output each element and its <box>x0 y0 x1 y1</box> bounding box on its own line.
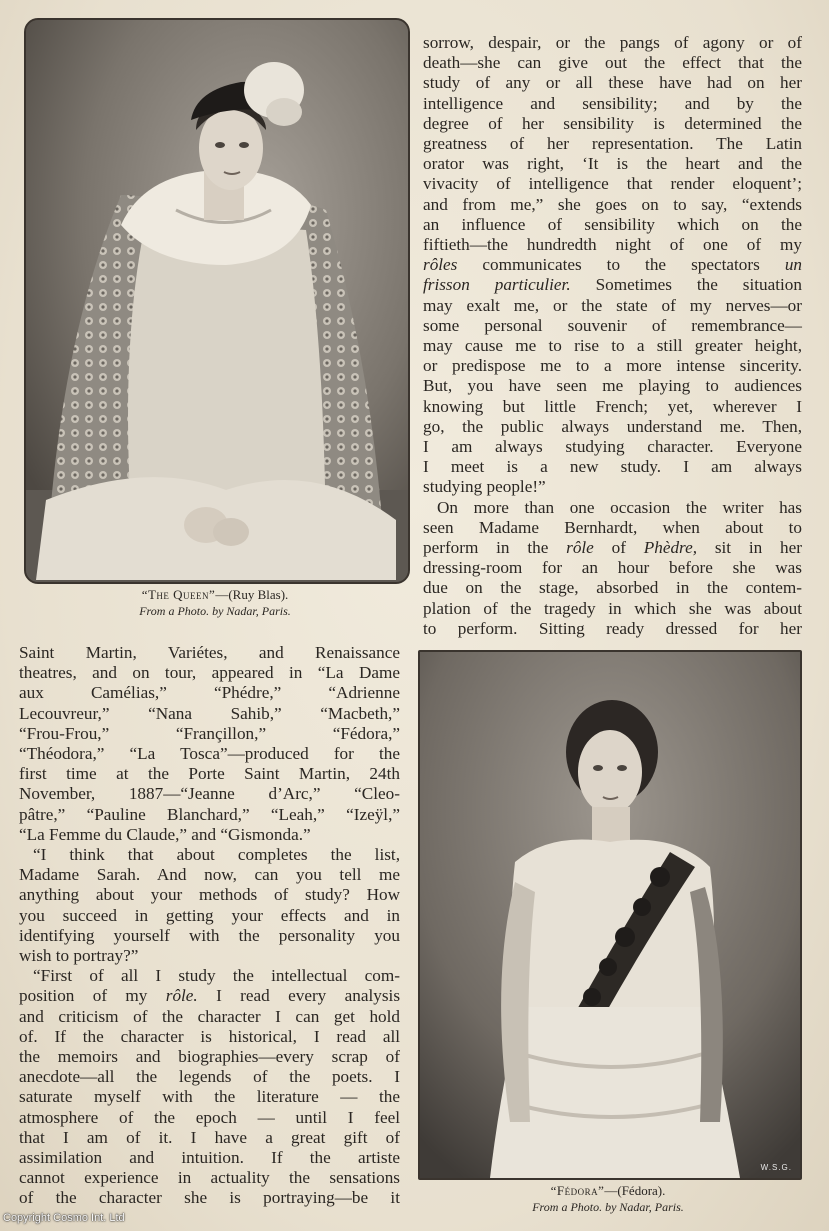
text-segment: intelligence and sensibility; and by the <box>423 93 802 113</box>
text-line <box>19 885 400 905</box>
text-line <box>423 356 802 376</box>
text-line <box>423 578 802 598</box>
text-segment: wish to portray?” <box>19 946 139 966</box>
text-segment: On more than one occasion the writer has <box>437 497 802 517</box>
text-line <box>423 417 802 437</box>
text-segment: saturate myself with the literature — the <box>19 1087 400 1107</box>
caption-title <box>24 586 406 603</box>
text-line <box>423 619 802 639</box>
text-line <box>19 966 400 986</box>
text-line <box>19 1188 400 1208</box>
text-line <box>19 764 400 784</box>
text-segment: you succeed in getting your effects and in <box>19 905 400 925</box>
text-line <box>19 683 400 703</box>
text-segment: due on the stage, absorbed in the contem- <box>423 578 802 598</box>
text-line <box>423 195 802 215</box>
text-segment: I am always studying character. Everyone <box>423 437 802 457</box>
photo-credit: From a Photo. by Nadar, Paris. <box>139 604 291 618</box>
text-segment: “First of all I study the intellectual com- <box>33 966 400 986</box>
text-line <box>19 825 400 845</box>
text-line <box>19 1128 400 1148</box>
text-line <box>19 986 400 1006</box>
text-segment: Madame Sarah. And now, can you tell me <box>19 865 400 885</box>
queen-portrait-illustration <box>26 20 408 582</box>
caption-title <box>418 1182 798 1199</box>
text-segment: pâtre,” “Pauline Blanchard,” “Leah,” “Izeÿl,” <box>19 804 400 824</box>
text-segment: go, the public always understand me. Then, <box>423 416 802 436</box>
italic-text: rôle <box>566 538 594 558</box>
text-line <box>19 643 400 663</box>
text-segment: sorrow, despair, or the pangs of agony or of <box>423 33 802 52</box>
text-line <box>423 235 802 255</box>
text-line <box>423 94 802 114</box>
caption-the-queen <box>24 586 406 620</box>
italic-text: rôle. <box>165 986 198 1006</box>
text-segment: I meet is a new study. I am always <box>423 457 802 477</box>
text-segment: degree of her sensibility is determined the <box>423 113 802 133</box>
text-segment: November, 1887—“Jeanne d’Arc,” “Cleo- <box>19 784 400 804</box>
text-line <box>19 1067 400 1087</box>
text-segment: of. If the character is historical, I read all <box>19 1026 400 1046</box>
copyright-watermark: Copyright Cosmo Int. Ltd <box>3 1212 125 1224</box>
text-segment: “Frou-Frou,” “Françillon,” “Fédora,” <box>19 723 400 743</box>
photo-credit: From a Photo. by Nadar, Paris. <box>532 1200 684 1214</box>
text-line <box>423 336 802 356</box>
text-segment: and criticism of the character I can get hold <box>19 1006 400 1026</box>
text-line <box>19 865 400 885</box>
text-line <box>423 134 802 154</box>
photo-the-queen <box>24 18 410 584</box>
text-line <box>423 255 802 275</box>
text-segment: the memoirs and biographies—every scrap of <box>19 1047 400 1067</box>
text-line <box>423 316 802 336</box>
text-segment: and from me,” she goes on to say, “extends <box>423 194 802 214</box>
text-segment: anecdote—all the legends of the poets. I <box>19 1067 400 1087</box>
text-segment: cannot experience in actuality the sensations <box>19 1168 400 1188</box>
text-segment: or predispose me to a more intense sincerity. <box>423 356 802 376</box>
text-line <box>423 53 802 73</box>
text-line <box>19 1148 400 1168</box>
text-segment: sit in her <box>697 538 802 558</box>
text-line <box>423 275 802 295</box>
italic-text: un <box>784 255 802 275</box>
text-line <box>423 498 802 518</box>
article-text-left-column <box>19 643 400 1209</box>
caption-fedora <box>418 1182 798 1216</box>
text-segment: fiftieth—the hundredth night of one of my <box>423 235 802 255</box>
text-line <box>19 906 400 926</box>
text-line <box>423 174 802 194</box>
text-segment: plation of the tragedy in which she was about <box>423 598 802 618</box>
text-segment: seen Madame Bernhardt, when about to <box>423 517 802 537</box>
text-line <box>19 744 400 764</box>
text-line <box>19 845 400 865</box>
text-segment: greatness of her representation. The Latin <box>423 134 802 154</box>
text-line <box>19 926 400 946</box>
photo-fedora <box>418 650 802 1180</box>
text-segment: communicates to the spectators <box>457 255 785 275</box>
text-segment: an influence of sensibility which on the <box>423 214 802 234</box>
text-line <box>423 538 802 558</box>
text-segment: of the character she is portraying—be it <box>19 1188 400 1208</box>
text-segment: vivacity of intelligence that render eloquent’; <box>423 174 802 194</box>
text-segment: atmosphere of the epoch — until I feel <box>19 1107 400 1127</box>
text-line <box>19 805 400 825</box>
text-segment: anything about your methods of study? How <box>19 885 400 905</box>
text-segment: “I think that about completes the list, <box>33 845 400 865</box>
text-line <box>423 437 802 457</box>
text-segment: that I am of it. I have a great gift of <box>19 1127 400 1147</box>
text-segment: Saint Martin, Variétes, and Renaissance <box>19 643 400 662</box>
text-segment: I read every analysis <box>197 986 401 1006</box>
text-segment: dressing-room for an hour before she was <box>423 558 802 578</box>
italic-text: rôles <box>423 255 458 275</box>
text-line <box>19 1047 400 1067</box>
text-segment: may exalt me, or the state of my nerves—or <box>423 295 802 315</box>
text-line <box>19 784 400 804</box>
text-line <box>423 296 802 316</box>
caption-title-role: “Fédora” <box>550 1183 605 1198</box>
text-line <box>423 477 802 497</box>
text-segment: Sometimes the situation <box>570 275 802 295</box>
italic-text: frisson particulier. <box>423 275 571 295</box>
text-segment: to perform. Sitting ready dressed for her <box>423 618 802 638</box>
article-text-right-column <box>423 33 802 639</box>
text-line <box>423 114 802 134</box>
text-line <box>423 558 802 578</box>
text-line <box>423 599 802 619</box>
text-segment: death—she can give out the effect that the <box>423 53 802 73</box>
text-line <box>19 946 400 966</box>
text-segment: identifying yourself with the personality you <box>19 925 400 945</box>
text-line <box>423 154 802 174</box>
text-line <box>423 73 802 93</box>
text-segment: theatres, and on tour, appeared in “La Dame <box>19 663 400 683</box>
text-segment: “Théodora,” “La Tosca”—produced for the <box>19 744 400 764</box>
text-line <box>423 376 802 396</box>
text-line <box>19 1027 400 1047</box>
text-segment: some personal souvenir of remembrance— <box>423 315 802 335</box>
text-line <box>423 215 802 235</box>
text-line <box>423 518 802 538</box>
text-line <box>19 1168 400 1188</box>
text-line <box>423 397 802 417</box>
text-line <box>19 1007 400 1027</box>
caption-title-play: —(Ruy Blas). <box>215 587 289 602</box>
text-segment: may cause me to rise to a still greater height, <box>423 336 802 356</box>
text-segment: of <box>593 538 644 558</box>
caption-title-role: “The Queen” <box>141 587 216 602</box>
text-line <box>19 1108 400 1128</box>
italic-text: Phèdre, <box>643 538 698 558</box>
engraver-mark: W.S.G. <box>760 1163 792 1172</box>
text-segment: “La Femme du Claude,” and “Gismonda.” <box>19 824 311 844</box>
fedora-portrait-illustration <box>420 652 800 1178</box>
text-segment: Lecouvreur,” “Nana Sahib,” “Macbeth,” <box>19 703 400 723</box>
text-line <box>423 33 802 53</box>
text-line <box>19 1087 400 1107</box>
text-segment: perform in the <box>423 538 567 558</box>
text-line <box>19 704 400 724</box>
text-line <box>19 724 400 744</box>
text-segment: knowing but little French; yet, wherever I <box>423 396 802 416</box>
text-line <box>423 457 802 477</box>
text-segment: assimilation and intuition. If the artiste <box>19 1148 400 1168</box>
caption-title-play: —(Fédora). <box>604 1183 666 1198</box>
text-segment: study of any or all these have had on her <box>423 73 802 93</box>
text-segment: studying people!” <box>423 477 546 497</box>
text-segment: position of my <box>19 986 166 1006</box>
text-segment: But, you have seen me playing to audiences <box>423 376 802 396</box>
text-segment: aux Camélias,” “Phédre,” “Adrienne <box>19 683 400 703</box>
text-segment: orator was right, ‘It is the heart and the <box>423 154 802 174</box>
text-line <box>19 663 400 683</box>
text-segment: first time at the Porte Saint Martin, 24th <box>19 764 400 784</box>
